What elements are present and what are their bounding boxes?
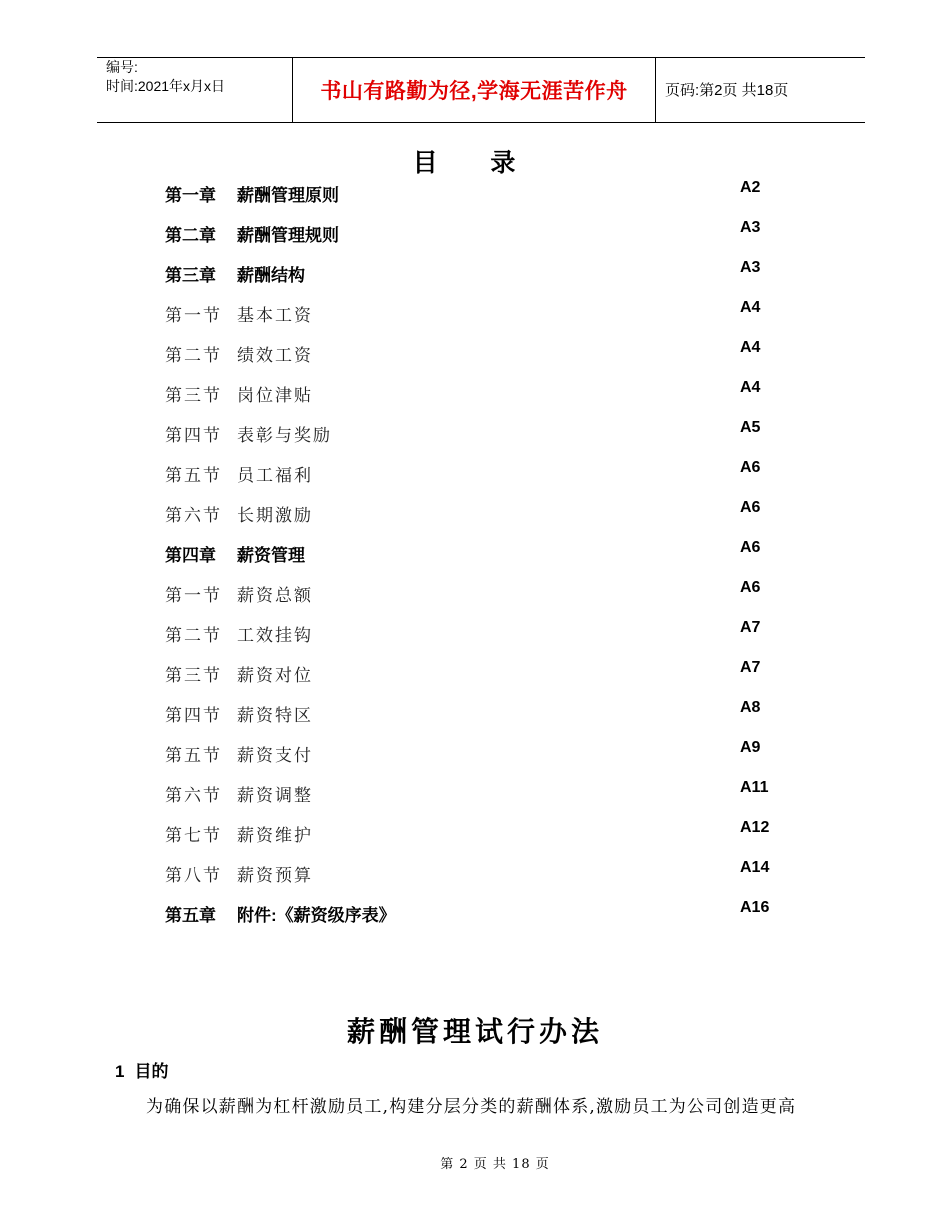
toc-entry[interactable] (165, 541, 765, 567)
toc-entry-title: 薪酬结构 (237, 266, 305, 285)
toc-entry-number: 第三章 (165, 266, 216, 285)
toc-entry-title: 表彰与奖励 (237, 426, 332, 446)
document-time-label: 时间:2021年x月x日 (106, 78, 226, 94)
toc-entry-page: A7 (740, 619, 761, 636)
toc-entry-title: 薪资支付 (237, 746, 313, 766)
toc-entry-title: 薪资特区 (237, 706, 313, 726)
toc-entry[interactable] (165, 779, 769, 807)
toc-entry-title: 薪酬管理原则 (237, 186, 339, 205)
document-title: 薪酬管理试行办法 (346, 1015, 603, 1048)
toc-entry-number: 第三节 (165, 666, 222, 686)
toc-entry[interactable] (165, 581, 765, 607)
toc-entry-title: 长期激励 (237, 506, 313, 526)
toc-entry-title: 薪资调整 (237, 786, 313, 806)
document-number-label: 编号: (106, 59, 138, 75)
toc-entry[interactable] (165, 859, 770, 887)
toc-entry-number: 第四节 (165, 706, 222, 726)
toc-entry-number: 第一节 (165, 306, 222, 326)
toc-entry-page: A12 (740, 819, 770, 836)
toc-entry-page: A6 (740, 579, 761, 596)
toc-entry-number: 第一章 (165, 186, 216, 205)
header-meta (106, 58, 225, 96)
toc-entry-page: A4 (740, 299, 761, 316)
toc-entry-number: 第六节 (165, 786, 222, 806)
section-title: 目的 (134, 1062, 169, 1081)
toc-entry-page: A5 (740, 419, 761, 436)
toc-entry[interactable] (165, 819, 770, 847)
toc-entry-page: A9 (740, 739, 761, 756)
toc-entry-page: A6 (740, 499, 761, 516)
toc-entry-page: A7 (740, 659, 761, 676)
toc-entry[interactable] (165, 421, 765, 447)
header-divider-right (655, 57, 656, 122)
toc-entry-number: 第三节 (165, 386, 222, 406)
header-slogan: 书山有路勤为径,学海无涯苦作舟 (320, 79, 628, 103)
section-heading (115, 1057, 168, 1082)
toc-entry[interactable] (165, 501, 765, 527)
toc-entry-number: 第七节 (165, 826, 222, 846)
toc-entry-page: A11 (740, 779, 769, 796)
toc-entry-page: A8 (740, 699, 761, 716)
toc-entry-number: 第一节 (165, 586, 222, 606)
toc-entry-page: A16 (740, 899, 770, 916)
toc-entry-title: 薪资预算 (237, 866, 313, 886)
toc-entry[interactable] (165, 261, 765, 287)
toc-entry-page: A3 (740, 219, 761, 236)
toc-entry-title: 工效挂钩 (237, 626, 313, 646)
toc-title: 目 录 (412, 148, 538, 177)
toc-entry-page: A3 (740, 259, 761, 276)
toc-entry[interactable] (165, 381, 765, 407)
toc-entry-number: 第四章 (165, 546, 216, 565)
toc-entry-number: 第二章 (165, 226, 216, 245)
toc-entry-number: 第二节 (165, 346, 222, 366)
toc-entry-number: 第五节 (165, 466, 222, 486)
toc-entry[interactable] (165, 461, 765, 487)
toc-entry-title: 员工福利 (237, 466, 313, 486)
toc-entry-title: 岗位津贴 (237, 386, 313, 406)
body-paragraph: 为确保以薪酬为杠杆激励员工,构建分层分类的薪酬体系,激励员工为公司创造更高 (146, 1097, 797, 1117)
toc-entry-number: 第五节 (165, 746, 222, 766)
toc-entry-title: 薪酬管理规则 (237, 226, 339, 245)
toc-entry-number: 第二节 (165, 626, 222, 646)
toc-entry[interactable] (165, 661, 765, 687)
toc-entry-title: 基本工资 (237, 306, 313, 326)
toc-entry[interactable] (165, 341, 765, 367)
toc-entry-page: A6 (740, 459, 761, 476)
toc-entry-number: 第六节 (165, 506, 222, 526)
toc-entry[interactable] (165, 899, 770, 927)
toc-entry[interactable] (165, 621, 765, 647)
toc-entry-page: A6 (740, 539, 761, 556)
toc-entry[interactable] (165, 181, 765, 207)
toc-entry-page: A4 (740, 339, 761, 356)
toc-entry-title: 薪资总额 (237, 586, 313, 606)
header-page-label: 页码:第2页 共18页 (665, 82, 789, 99)
toc-entry-title: 薪资管理 (237, 546, 305, 565)
toc-entry-title: 绩效工资 (237, 346, 313, 366)
toc-entry[interactable] (165, 701, 765, 727)
toc-entry-page: A14 (740, 859, 770, 876)
toc-entry-number: 第五章 (165, 906, 216, 925)
toc-entry-number: 第四节 (165, 426, 222, 446)
toc-entry-page: A4 (740, 379, 761, 396)
section-number: 1 (115, 1062, 125, 1081)
toc-entry-title: 薪资维护 (237, 826, 313, 846)
toc-entry[interactable] (165, 301, 765, 327)
header-bottom-border (97, 122, 865, 123)
toc-entry-number: 第八节 (165, 866, 222, 886)
toc-entry[interactable] (165, 221, 765, 247)
toc-entry-page: A2 (740, 179, 761, 196)
toc-entry-title: 附件:《薪资级序表》 (237, 906, 396, 925)
page-footer: 第 2 页 共 18 页 (440, 1157, 550, 1172)
toc-entry-title: 薪资对位 (237, 666, 313, 686)
toc-entry[interactable] (165, 741, 765, 767)
